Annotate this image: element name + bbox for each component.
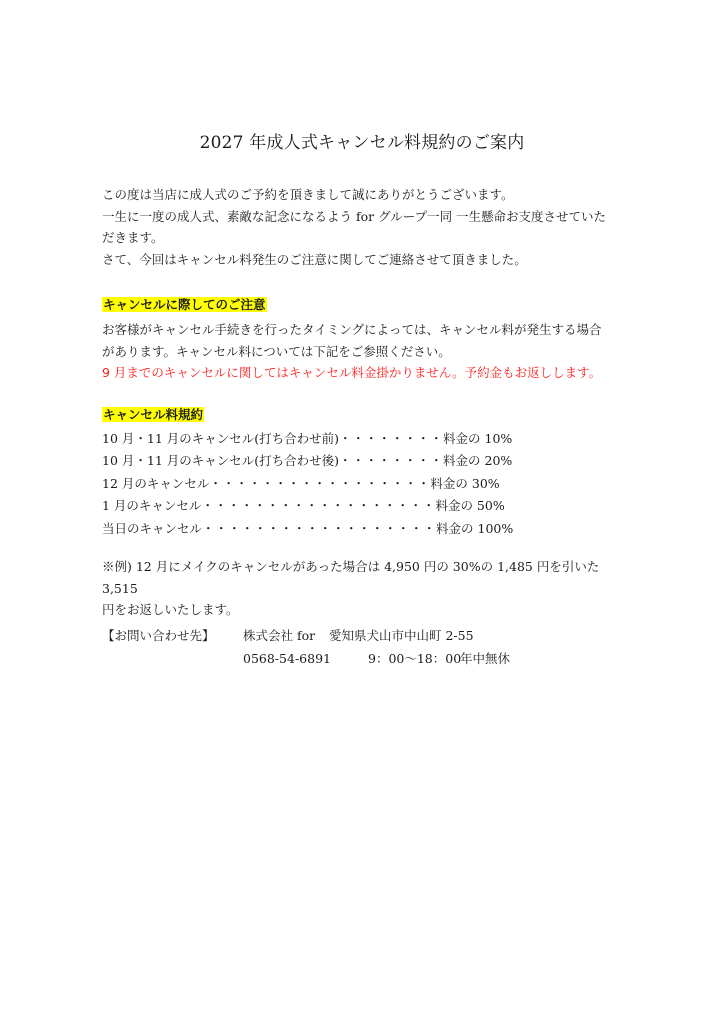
rule-row [102,495,632,517]
contact-closed-days: 年中無休 [460,651,511,666]
example-line: ※例) 12 月にメイクのキャンセルがあった場合は 4,950 円の 30%の 1,485 円を引いた 3,515 [102,559,600,596]
rule-fee: 料金の 10% [443,431,513,446]
intro-line: 一生に一度の成人式、素敵な記念になるよう for グループ一同 一生懸命お支度させていた [102,208,607,224]
rule-row [102,518,632,540]
contact-hours: 9：00～18：00 [368,651,462,666]
rule-leader-dots: ・・・・・・・・・・・・・・・・・・ [201,498,436,514]
notice-line: があります。キャンセル料については下記をご参照ください。 [102,343,451,359]
notice-heading: キャンセルに際してのご注意 [103,297,266,312]
rule-leader-dots: ・・・・・・・・ [339,453,444,469]
example-paragraph [102,556,632,621]
intro-line: だきます。 [102,230,164,245]
rule-leader-dots: ・・・・・・・・・・・・・・・・・・ [202,520,437,536]
notice-highlight: 9 月までのキャンセルに関してはキャンセル料金掛かりません。予約金もお返しします。 [102,365,602,380]
rule-label: 10 月・11 月のキャンセル(打ち合わせ前) [102,431,340,446]
rule-label: 1 月のキャンセル [102,498,202,514]
rule-fee: 料金の 50% [435,498,505,514]
rule-row [102,428,632,450]
rule-row [102,450,632,472]
contact-address: 愛知県犬山市中山町 2-55 [329,628,474,643]
rule-leader-dots: ・・・・・・・・・・・・・・・・・ [209,475,431,491]
rules-heading: キャンセル料規約 [103,407,204,422]
rule-label: 当日のキャンセル [102,520,203,536]
notice-line: お客様がキャンセル手続きを行ったタイミングによっては、キャンセル料が発生する場合 [102,322,602,337]
rule-fee: 料金の 30% [430,475,500,491]
rule-leader-dots: ・・・・・・・・ [339,431,444,446]
intro-line: この度は当店に成人式のご予約を頂きまして誠にありがとうございます。 [102,187,514,202]
contact-company: 株式会社 for [243,628,316,643]
intro-line: さて、今回はキャンセル料発生のご注意に関してご連絡させて頂きました。 [102,251,527,267]
notice-paragraph [102,319,632,384]
contact-label: 【お問い合わせ先】 [102,628,215,643]
document-title: 2027 年成人式キャンセル料規約のご案内 [199,133,525,153]
rule-row [102,473,632,495]
cancellation-rules-list [102,428,632,540]
rule-label: 10 月・11 月のキャンセル(打ち合わせ後) [102,453,340,469]
rule-fee: 料金の 20% [443,453,513,469]
rule-label: 12 月のキャンセル [102,475,210,491]
intro-paragraph [102,184,632,270]
example-line: 円をお返しいたします。 [102,602,239,617]
rule-fee: 料金の 100% [436,520,514,536]
contact-phone: 0568-54-6891 [243,651,331,666]
